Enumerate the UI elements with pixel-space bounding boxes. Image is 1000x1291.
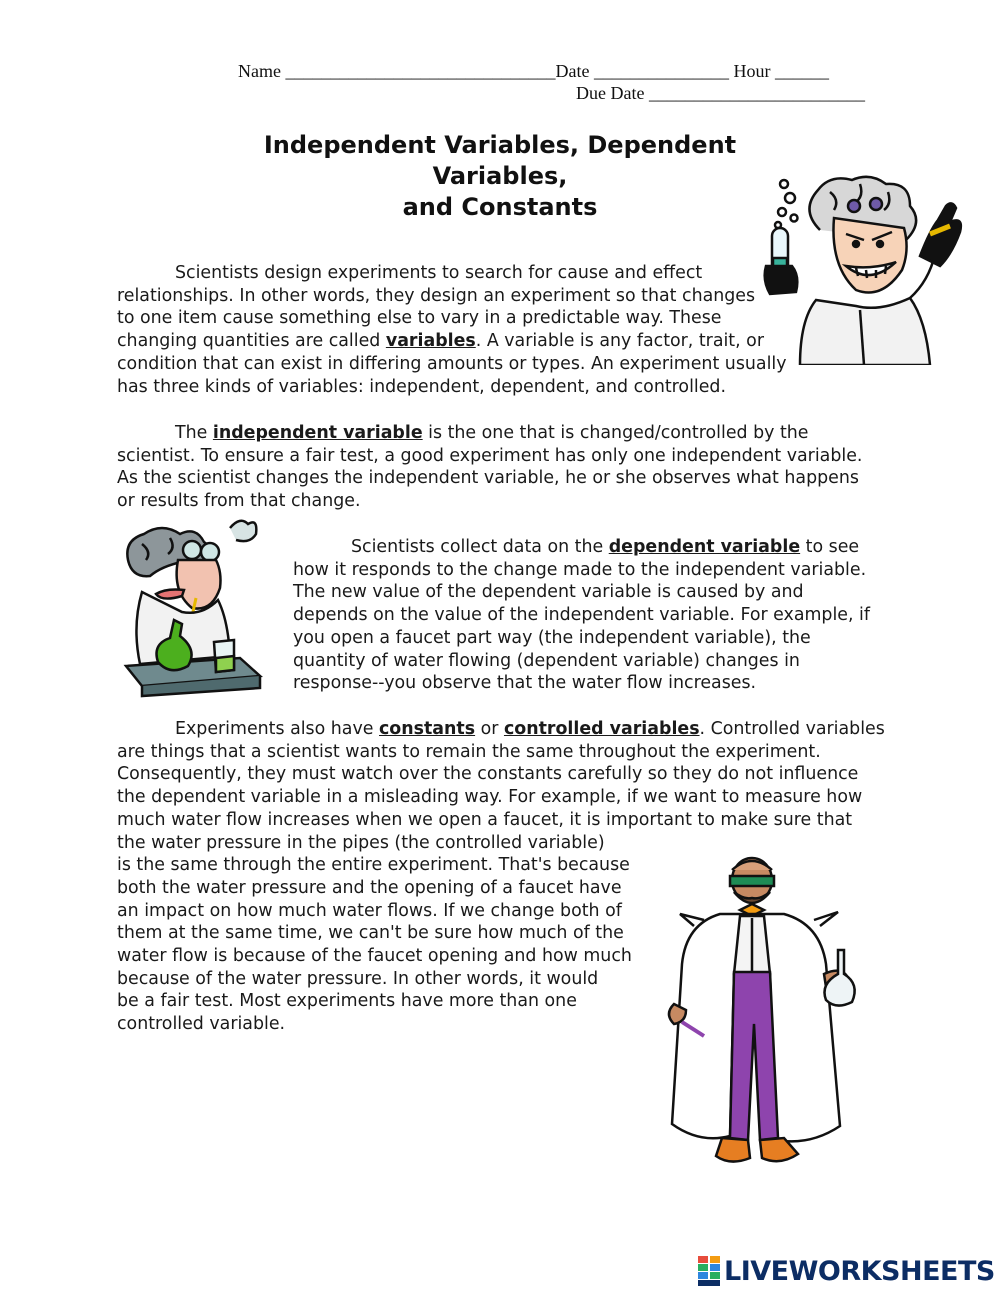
p1-line: condition that can exist in differing amounts or types. An experiment usually	[117, 353, 787, 374]
p4-text: or	[480, 719, 499, 739]
due-date-line: Due Date ________________________	[576, 83, 865, 103]
p1-line: has three kinds of variables: independent, dependent, and controlled.	[117, 376, 726, 397]
scientist-green-flask-illustration	[122, 516, 264, 698]
keyword-dependent-variable: dependent variable	[608, 537, 801, 557]
p4-line: much water flow increases when we open a faucet, it is important to make sure that	[117, 809, 853, 830]
p2-text: The	[175, 423, 208, 443]
p4-line: is the same through the entire experiment. That's because	[117, 855, 630, 876]
paragraph-independent-variable	[117, 422, 862, 513]
p2-line: scientist. To ensure a fair test, a good experiment has only one independent variable.	[117, 445, 863, 466]
p3-line: The new value of the dependent variable is caused by and	[293, 582, 804, 603]
p4-line	[117, 718, 885, 741]
liveworksheets-logo[interactable]	[698, 1254, 995, 1288]
mad-scientist-test-tube-illustration	[760, 170, 965, 365]
p3-line: response--you observe that the water flow increases.	[293, 673, 757, 694]
keyword-constants: constants	[379, 719, 476, 739]
p4-line: controlled variable.	[117, 1014, 286, 1035]
p1-line: Scientists design experiments to search for cause and effect	[175, 263, 703, 283]
p3-line: how it responds to the change made to the independent variable.	[293, 559, 867, 580]
p4-line: Consequently, they must watch over the constants carefully so they do not influence	[117, 764, 859, 785]
p3-text: to see	[805, 537, 860, 557]
keyword-controlled-variables: controlled variables	[503, 719, 700, 739]
p3-line	[293, 536, 870, 559]
p4-line: because of the water pressure. In other words, it would	[117, 968, 599, 989]
page-title	[200, 130, 800, 223]
p1-line: relationships. In other words, they design an experiment so that changes	[117, 285, 756, 306]
liveworksheets-logo-text: LIVEWORKSHEETS	[724, 1255, 995, 1287]
title-line-2: and Constants	[402, 193, 598, 221]
p1-line	[117, 330, 787, 353]
p4-line: an impact on how much water flows. If we change both of	[117, 900, 622, 921]
title-line-1: Independent Variables, Dependent Variables,	[263, 131, 737, 190]
keyword-variables: variables	[385, 331, 476, 352]
p2-line	[117, 422, 862, 445]
p3-line: quantity of water flowing (dependent variable) changes in	[293, 650, 800, 671]
liveworksheets-badge-icon	[698, 1256, 720, 1286]
p2-text: is the one that is changed/controlled by the	[428, 423, 809, 443]
p4-line: them at the same time, we can't be sure how much of the	[117, 923, 624, 944]
name-date-hour-line: Name ______________________________Date _______________ Hour ______	[238, 61, 829, 81]
p4-line: the water pressure in the pipes (the controlled variable)	[117, 832, 605, 853]
p2-line: or results from that change.	[117, 491, 361, 512]
paragraph-dependent-variable	[293, 536, 870, 695]
p4-line: be a fair test. Most experiments have more than one	[117, 991, 577, 1012]
p3-line: depends on the value of the independent variable. For example, if	[293, 605, 871, 626]
p4-line: are things that a scientist wants to remain the same throughout the experiment.	[117, 741, 821, 762]
p1-text: . A variable is any factor, trait, or	[475, 331, 764, 352]
p4-line: the dependent variable in a misleading way. For example, if we want to measure how	[117, 787, 863, 808]
scientist-lab-coat-illustration	[660, 854, 866, 1170]
p3-line: you open a faucet part way (the independent variable), the	[293, 627, 811, 648]
p4-line: both the water pressure and the opening of a faucet have	[117, 877, 622, 898]
p3-text: Scientists collect data on the	[351, 537, 604, 557]
p1-text: changing quantities are called	[117, 331, 381, 352]
p4-line: water flow is because of the faucet opening and how much	[117, 946, 632, 967]
keyword-independent-variable: independent variable	[212, 423, 423, 443]
paragraph-variables-intro	[117, 262, 787, 398]
p1-line: to one item cause something else to vary in a predictable way. These	[117, 308, 722, 329]
p4-text: Experiments also have	[175, 719, 374, 739]
p4-text: . Controlled variables	[699, 719, 885, 739]
p2-line: As the scientist changes the independent variable, he or she observes what happens	[117, 468, 859, 489]
